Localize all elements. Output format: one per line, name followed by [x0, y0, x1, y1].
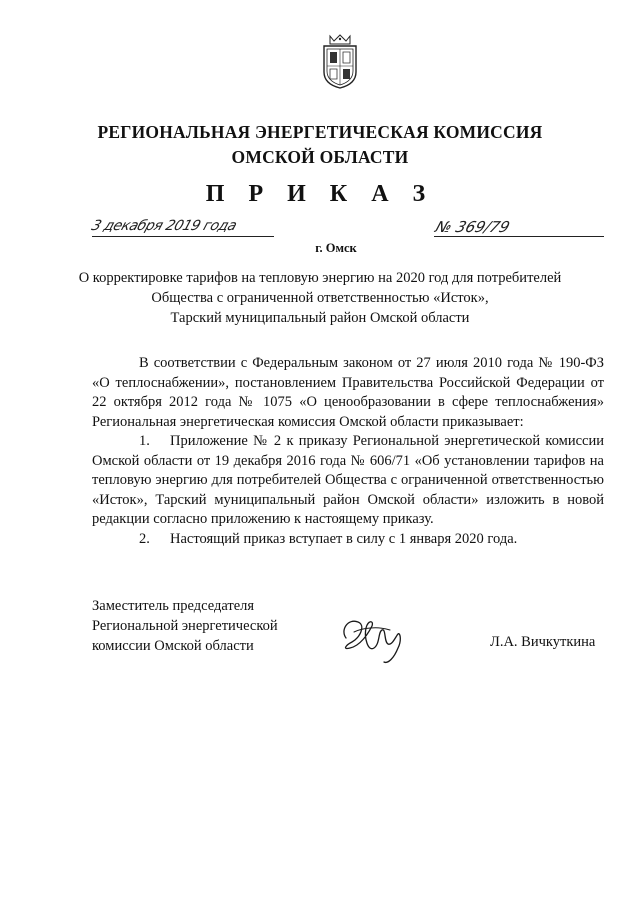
- subject-line3: Тарский муниципальный район Омской области: [170, 310, 470, 326]
- handwritten-signature-icon: [338, 608, 418, 668]
- omsk-region-coat-of-arms-icon: [318, 32, 362, 90]
- preamble-paragraph: В соответствии с Федеральным законом от 27 июля 2010 года № 190-ФЗ «О теплоснабжении», постановлением Правительства Российской Федерации от 22 октября 2012 года № 1075 «О ценообразовании в сфере теплоснабжения» Региональная энергетическая комиссия Омской области приказывает:: [92, 355, 604, 430]
- org-name-line1: РЕГИОНАЛЬНАЯ ЭНЕРГЕТИЧЕСКАЯ КОМИССИЯ: [97, 122, 543, 142]
- document-type-title: П Р И К А З: [205, 181, 435, 207]
- signer-name: Л.А. Вичкуткина: [490, 634, 596, 650]
- handwritten-order-number: № 369/79: [433, 218, 513, 236]
- list-item: [92, 432, 604, 530]
- list-item-number: 2.: [139, 530, 150, 547]
- signatory-title-line1: Заместитель председателя: [92, 598, 255, 614]
- subject-line2: Общества с ограниченной ответственностью «Исток»,: [151, 290, 489, 306]
- signatory-title-line2: Региональной энергетической: [92, 618, 278, 634]
- subject-line1: О корректировке тарифов на тепловую энергию на 2020 год для потребителей: [78, 270, 562, 286]
- list-item-text: Приложение № 2 к приказу Региональной энергетической комиссии Омской области от 19 декабря 2016 года № 606/71 «Об установлении тарифов на тепловую энергию для потребителей Общества с ограниченной ответственностью «Исток», Тарский муниципальный район Омской области» изложить в новой редакции согласно приложению к настоящему приказу.: [92, 433, 604, 527]
- list-item-text: Настоящий приказ вступает в силу с 1 января 2020 года.: [170, 530, 518, 547]
- date-underline: [92, 236, 274, 237]
- list-item-number: 1.: [139, 433, 150, 449]
- signatory-title-line3: комиссии Омской области: [92, 638, 254, 654]
- order-subject: [70, 268, 570, 328]
- list-item: [92, 530, 604, 550]
- signatory-title: [92, 596, 278, 656]
- number-underline: [434, 236, 604, 237]
- org-name-line2: ОМСКОЙ ОБЛАСТИ: [231, 147, 409, 167]
- order-body: [92, 354, 604, 549]
- city-label: г. Омск: [315, 241, 357, 255]
- handwritten-date: 3 декабря 2019 года: [89, 218, 239, 234]
